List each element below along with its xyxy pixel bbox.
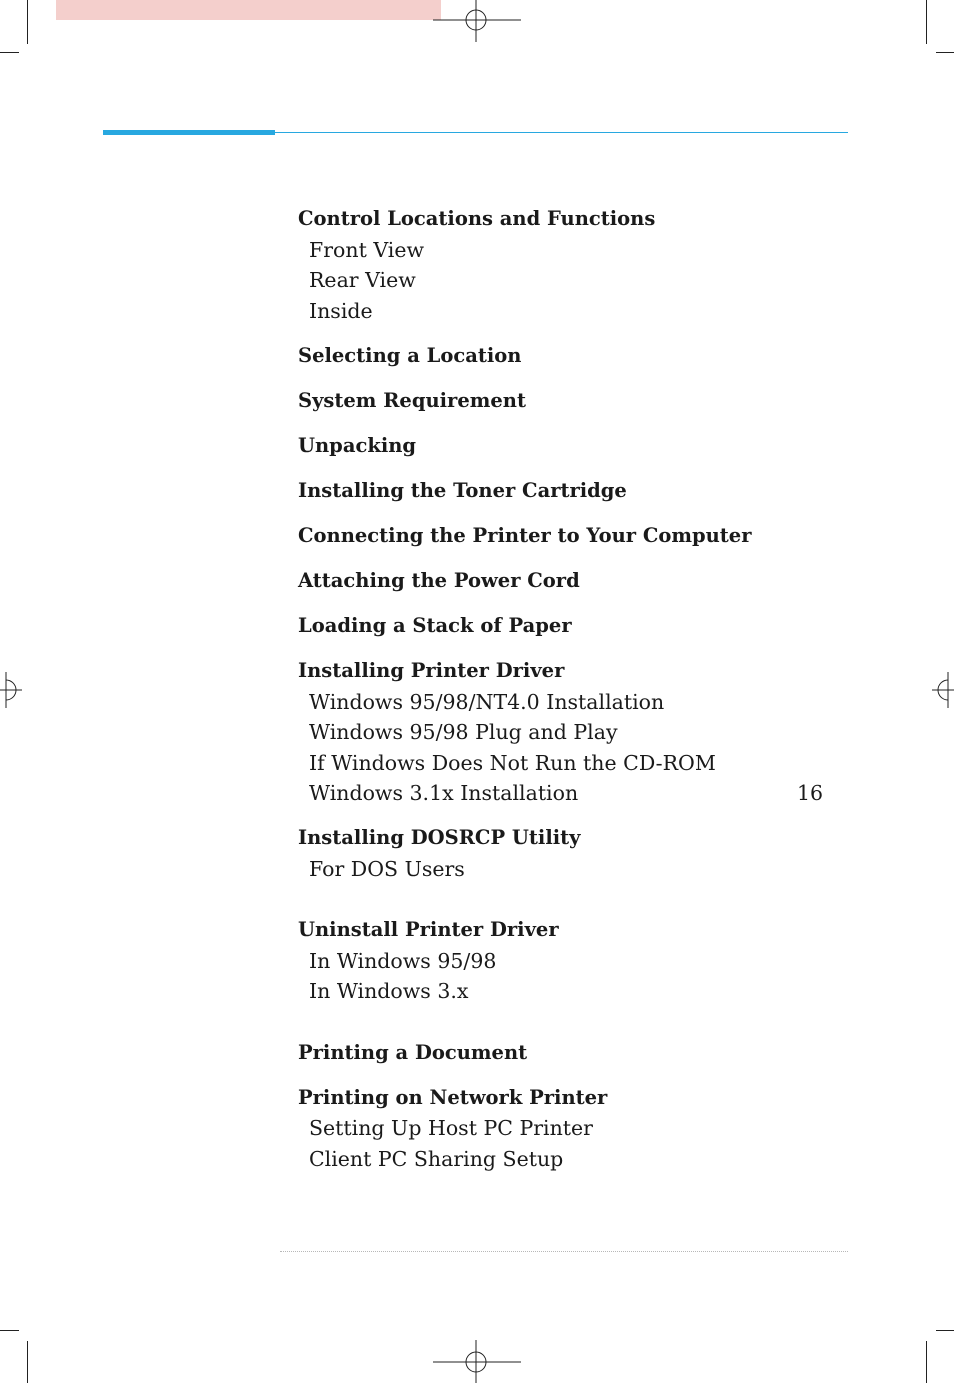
toc-heading[interactable]: Connecting the Printer to Your Computer <box>298 524 752 547</box>
footer-dotted-rule <box>280 1251 848 1252</box>
toc-page-number: 16 <box>797 781 824 805</box>
toc-subitem[interactable]: Inside <box>309 299 373 323</box>
header-color-band <box>56 0 441 20</box>
toc-subitem[interactable]: If Windows Does Not Run the CD-ROM <box>309 751 716 775</box>
header-rule <box>275 132 848 133</box>
toc-subitem[interactable]: Front View <box>309 238 425 262</box>
toc-heading[interactable]: Uninstall Printer Driver <box>298 918 559 941</box>
toc-subitem[interactable]: In Windows 3.x <box>309 979 469 1003</box>
toc-subitem[interactable]: For DOS Users <box>309 857 465 881</box>
toc-subitem[interactable]: Windows 95/98 Plug and Play <box>309 720 618 744</box>
toc-heading[interactable]: Loading a Stack of Paper <box>298 614 572 637</box>
toc-heading[interactable]: Printing on Network Printer <box>298 1086 608 1109</box>
registration-mark-right-icon <box>930 670 954 710</box>
toc-heading[interactable]: Installing Printer Driver <box>298 659 565 682</box>
toc-heading[interactable]: Unpacking <box>298 434 417 457</box>
toc-subitem[interactable]: Setting Up Host PC Printer <box>309 1116 593 1140</box>
registration-mark-left-icon <box>0 670 24 710</box>
toc-heading[interactable]: Printing a Document <box>298 1041 528 1064</box>
toc-subitem[interactable]: Client PC Sharing Setup <box>309 1147 564 1171</box>
toc-heading[interactable]: Control Locations and Functions <box>298 207 656 230</box>
toc-heading[interactable]: Selecting a Location <box>298 344 522 367</box>
toc-heading[interactable]: Installing the Toner Cartridge <box>298 479 627 502</box>
toc-heading[interactable]: Attaching the Power Cord <box>298 569 580 592</box>
registration-mark-bottom-icon <box>433 1340 521 1383</box>
toc-heading[interactable]: Installing DOSRCP Utility <box>298 826 581 849</box>
toc-subitem[interactable]: In Windows 95/98 <box>309 949 497 973</box>
toc-subitem[interactable]: Windows 95/98/NT4.0 Installation <box>309 690 665 714</box>
registration-mark-top-icon <box>433 0 521 44</box>
toc-subitem[interactable]: Windows 3.1x Installation <box>309 781 579 805</box>
toc-subitem[interactable]: Rear View <box>309 268 416 292</box>
header-rule-accent <box>103 130 275 135</box>
toc-heading[interactable]: System Requirement <box>298 389 526 412</box>
